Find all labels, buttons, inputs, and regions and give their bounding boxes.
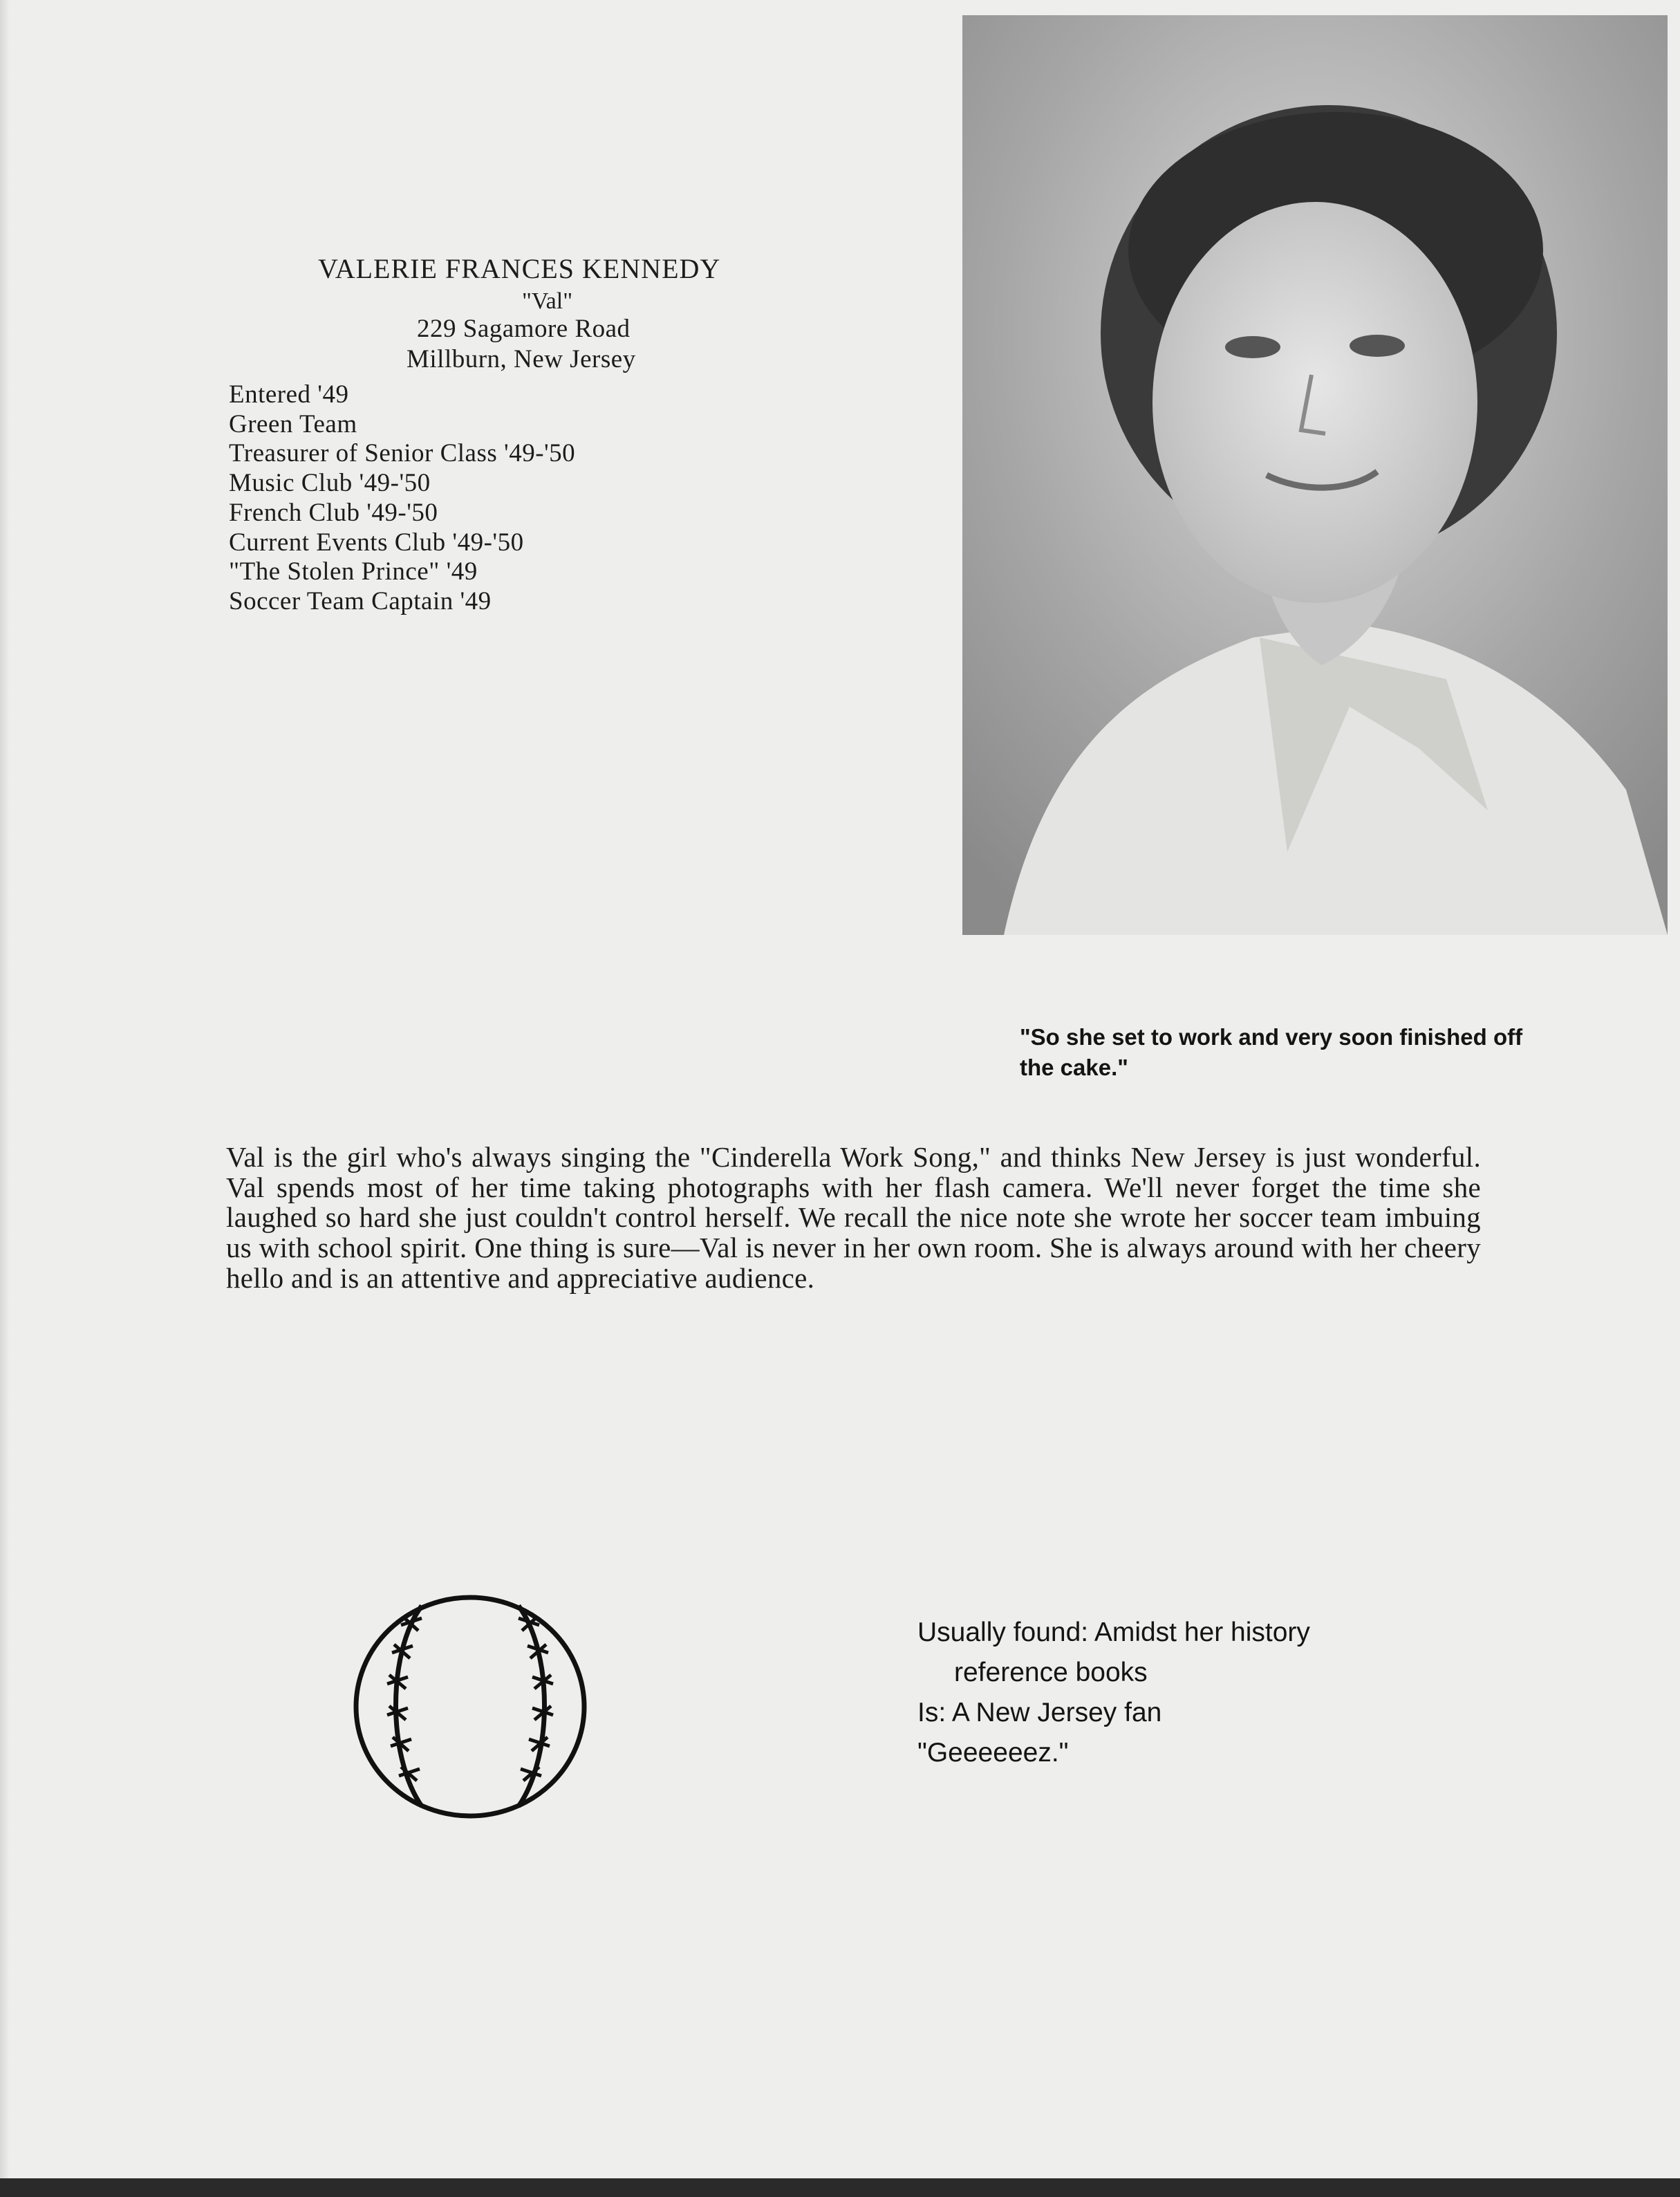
activity-item: Green Team xyxy=(229,409,357,438)
baseball-icon xyxy=(349,1591,591,1822)
portrait-photo-icon xyxy=(962,15,1668,935)
biography-paragraph: Val is the girl who's always singing the "Cinderella Work Song," and thinks New Jersey is just wonderful. Val spends most of her time taking photographs with her flash camera. We'll never forget the time she laughed so hard she just couldn't control herself. We recall the nice note she wrote her soccer team imbuing us with school spirit. One thing is sure—Val is never in her own room. She is always around with her cheery hello and is an attentive and appreciative audience. xyxy=(226,1141,1481,1294)
activity-item: Soccer Team Captain '49 xyxy=(229,586,492,615)
address-city: Millburn, New Jersey xyxy=(407,345,636,373)
activity-item: Entered '49 xyxy=(229,380,349,409)
usually-found-line: Usually found: Amidst her history xyxy=(917,1617,1310,1647)
baseball-illustration xyxy=(349,1591,591,1822)
activity-item: Current Events Club '49-'50 xyxy=(229,528,524,557)
student-nickname: "Val" xyxy=(522,288,573,314)
saying-line: "Geeeeeez." xyxy=(917,1738,1069,1768)
is-line: Is: A New Jersey fan xyxy=(917,1698,1162,1727)
page-bottom-edge xyxy=(0,2178,1680,2197)
fun-facts xyxy=(917,1613,1310,1773)
usually-found-continuation: reference books xyxy=(954,1658,1148,1687)
page-binding-edge xyxy=(0,0,10,2178)
student-name: VALERIE FRANCES KENNEDY xyxy=(318,253,721,284)
address-street: 229 Sagamore Road xyxy=(417,315,631,343)
activity-item: Music Club '49-'50 xyxy=(229,469,431,498)
activity-item: French Club '49-'50 xyxy=(229,498,438,527)
activity-item: "The Stolen Prince" '49 xyxy=(229,557,478,586)
photo-caption: "So she set to work and very soon finished off the cake." xyxy=(1020,1024,1523,1080)
portrait-photo xyxy=(962,15,1668,935)
activities-list xyxy=(229,380,575,617)
activity-item: Treasurer of Senior Class '49-'50 xyxy=(229,439,576,468)
